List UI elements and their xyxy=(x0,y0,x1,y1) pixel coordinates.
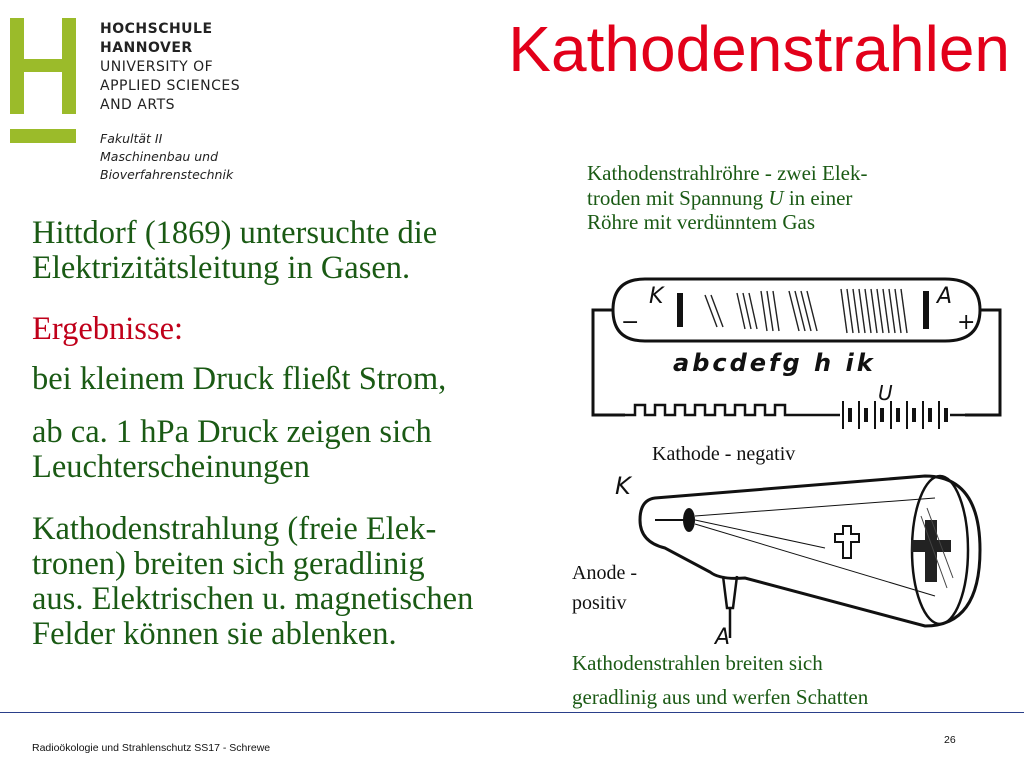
caption-top-line-2a: troden mit Spannung xyxy=(587,185,769,210)
glow-line-2: Leuchterscheinungen xyxy=(32,449,310,485)
slide-title: Kathodenstrahlen xyxy=(508,13,1010,85)
faculty-label xyxy=(100,130,233,184)
caption-top-line-1: Kathodenstrahlröhre - zwei Elek- xyxy=(587,161,868,185)
tube-region-letters: abcdefg h ik xyxy=(673,349,876,377)
figure-caption-bottom xyxy=(572,646,1012,714)
shadow-tube-anode-label: A xyxy=(715,625,731,648)
faculty-line-2: Maschinenbau und xyxy=(100,149,219,164)
result-glow xyxy=(32,415,572,485)
cathode-negative-label: Kathode - negativ xyxy=(652,443,796,465)
paragraph-intro xyxy=(32,216,572,286)
results-heading: Ergebnisse: xyxy=(32,311,184,347)
figure-caption-top xyxy=(587,161,987,235)
logo-line-3: UNIVERSITY OF xyxy=(100,59,214,75)
footer-divider xyxy=(0,712,1024,713)
tube-minus-sign: − xyxy=(621,310,640,335)
caption-bottom-line-1: Kathodenstrahlen breiten sich xyxy=(572,651,823,675)
caption-top-line-3: Röhre mit verdünntem Gas xyxy=(587,210,816,234)
page-number: 26 xyxy=(944,734,956,746)
cathode-line-4: Felder können sie ablenken. xyxy=(32,616,397,652)
anode-label-line-2: positiv xyxy=(572,592,627,614)
cathode-line-1: Kathodenstrahlung (freie Elek- xyxy=(32,511,437,547)
discharge-tube-diagram xyxy=(585,265,1005,455)
shadow-tube-diagram xyxy=(585,468,1005,648)
paragraph-cathode-rays xyxy=(32,512,592,652)
footer-course: Radioökologie und Strahlenschutz SS17 - Schrewe xyxy=(32,742,271,754)
faculty-line-3: Bioverfahrenstechnik xyxy=(100,167,234,182)
logo-wordmark xyxy=(100,20,240,115)
caption-top-line-2b: in einer xyxy=(783,185,853,210)
voltage-label: U xyxy=(878,381,893,405)
tube-plus-sign: + xyxy=(957,310,976,335)
logo-line-2: HANNOVER xyxy=(100,40,193,56)
logo-line-4: APPLIED SCIENCES xyxy=(100,78,241,94)
intro-line-2: Elektrizitätsleitung in Gasen. xyxy=(32,250,411,286)
caption-bottom-line-2: geradlinig aus und werfen Schatten xyxy=(572,685,869,709)
glow-line-1: Druck zeigen sich xyxy=(189,414,432,450)
glow-pressure: ab ca. 1 hPa xyxy=(32,414,190,450)
cathode-line-3: aus. Elektrischen u. magnetischen xyxy=(32,581,474,617)
anode-positive-label xyxy=(572,558,637,618)
cathode-line-2: tronen) breiten sich geradlinig xyxy=(32,546,425,582)
faculty-line-1: Fakultät II xyxy=(100,131,163,146)
shadow-tube-cathode-label: K xyxy=(615,472,631,500)
university-logo xyxy=(10,18,76,144)
logo-line-1: HOCHSCHULE xyxy=(100,21,213,37)
logo-line-5: AND ARTS xyxy=(100,97,176,113)
tube-cathode-label: K xyxy=(649,284,664,309)
anode-label-line-1: Anode - xyxy=(572,562,637,584)
intro-line-1: Hittdorf (1869) untersuchte die xyxy=(32,215,438,251)
result-low-pressure: bei kleinem Druck fließt Strom, xyxy=(32,361,447,397)
caption-voltage-symbol: U xyxy=(768,185,784,210)
tube-anode-label: A xyxy=(937,284,953,309)
